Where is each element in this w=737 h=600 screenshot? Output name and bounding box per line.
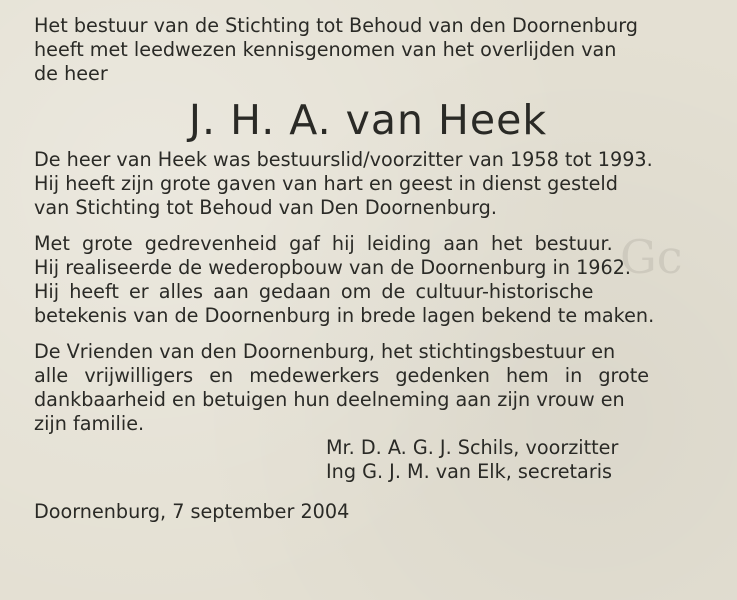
text-line: De heer van Heek was bestuurslid/voorzitter van 1958 tot 1993. — [34, 148, 653, 171]
signatories — [326, 436, 724, 484]
text-line: van Stichting tot Behoud van Den Doornenburg. — [34, 196, 497, 219]
deceased-name: J. H. A. van Heek — [188, 96, 548, 144]
text-line: zijn familie. — [34, 412, 145, 435]
paragraph-3 — [34, 340, 724, 436]
place-date: Doornenburg, 7 september 2004 — [34, 500, 350, 523]
intro-line: heeft met leedwezen kennisgenomen van het overlijden van — [34, 38, 617, 61]
signatory-secretary: Ing G. J. M. van Elk, secretaris — [326, 460, 613, 483]
text-line: Met grote gedrevenheid gaf hij leiding aan het bestuur. — [34, 232, 613, 255]
paragraph-2 — [34, 232, 724, 328]
signatory-chair: Mr. D. A. G. J. Schils, voorzitter — [326, 436, 619, 459]
text-line: Hij heeft er alles aan gedaan om de cultuur-historische — [34, 280, 594, 303]
text-line: Hij heeft zijn grote gaven van hart en geest in dienst gesteld — [34, 172, 618, 195]
paragraph-1 — [34, 148, 724, 220]
text-line: Hij realiseerde de wederopbouw van de Doornenburg in 1962. — [34, 256, 632, 279]
show-through-decoration: Gc — [620, 230, 683, 284]
text-line: betekenis van de Doornenburg in brede lagen bekend te maken. — [34, 304, 655, 327]
intro-paragraph — [34, 14, 724, 86]
death-notice — [12, 14, 724, 524]
text-line: De Vrienden van den Doornenburg, het stichtingsbestuur en — [34, 340, 616, 363]
text-line: dankbaarheid en betuigen hun deelneming aan zijn vrouw en — [34, 388, 625, 411]
text-line: alle vrijwilligers en medewerkers gedenken hem in grote — [34, 364, 650, 387]
intro-line: Het bestuur van de Stichting tot Behoud van den Doornenburg — [34, 14, 638, 37]
intro-line: de heer — [34, 62, 108, 85]
